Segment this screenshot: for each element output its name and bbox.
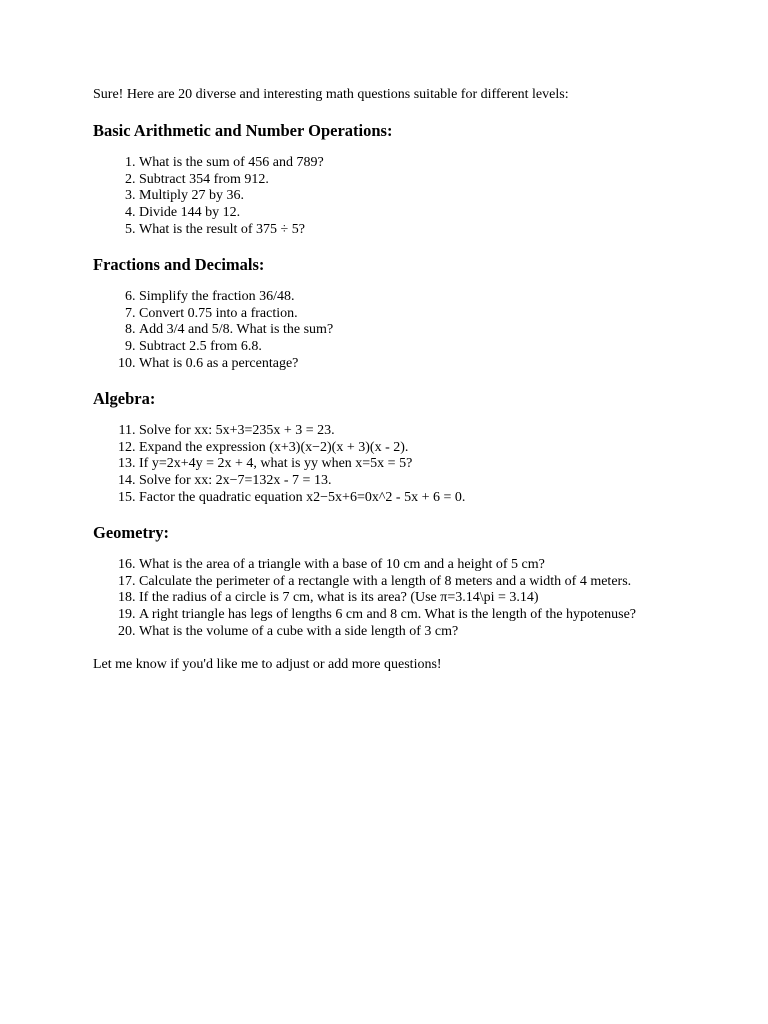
question-item: 15. Factor the quadratic equation x2−5x+6=0x^2 - 5x + 6 = 0. — [139, 490, 653, 507]
question-item: 4. Divide 144 by 12. — [139, 205, 653, 222]
question-item: 16. What is the area of a triangle with a base of 10 cm and a height of 5 cm? — [139, 557, 653, 574]
question-item: 12. Expand the expression (x+3)(x−2)(x + 3)(x - 2). — [139, 440, 653, 457]
question-item: 7. Convert 0.75 into a fraction. — [139, 306, 653, 323]
question-item: 14. Solve for xx: 2x−7=132x - 7 = 13. — [139, 473, 653, 490]
question-item: 20. What is the volume of a cube with a side length of 3 cm? — [139, 624, 653, 641]
question-item: 17. Calculate the perimeter of a rectangle with a length of 8 meters and a width of 4 meters. — [139, 574, 653, 591]
question-item: 8. Add 3/4 and 5/8. What is the sum? — [139, 322, 653, 339]
question-item: 13. If y=2x+4y = 2x + 4, what is yy when x=5x = 5? — [139, 456, 653, 473]
question-list-geometry — [93, 557, 653, 641]
question-item: 9. Subtract 2.5 from 6.8. — [139, 339, 653, 356]
question-item: 19. A right triangle has legs of lengths 6 cm and 8 cm. What is the length of the hypotenuse? — [139, 607, 653, 624]
question-item: 1. What is the sum of 456 and 789? — [139, 155, 653, 172]
outro-text: Let me know if you'd like me to adjust or add more questions! — [93, 656, 442, 672]
question-item: 2. Subtract 354 from 912. — [139, 172, 653, 189]
question-list-fractions — [93, 289, 653, 373]
document-page — [93, 87, 653, 674]
question-item: 10. What is 0.6 as a percentage? — [139, 356, 653, 373]
question-list-algebra — [93, 423, 653, 507]
question-list-arithmetic — [93, 155, 653, 239]
section-heading-algebra: Algebra: — [93, 388, 156, 408]
section-heading-arithmetic: Basic Arithmetic and Number Operations: — [93, 120, 393, 140]
section-heading-fractions: Fractions and Decimals: — [93, 254, 265, 274]
question-item: 5. What is the result of 375 ÷ 5? — [139, 222, 653, 239]
section-heading-geometry: Geometry: — [93, 522, 170, 542]
question-item: 18. If the radius of a circle is 7 cm, what is its area? (Use π=3.14\pi = 3.14) — [139, 590, 653, 607]
question-item: 6. Simplify the fraction 36/48. — [139, 289, 653, 306]
question-item: 11. Solve for xx: 5x+3=235x + 3 = 23. — [139, 423, 653, 440]
question-item: 3. Multiply 27 by 36. — [139, 188, 653, 205]
intro-text: Sure! Here are 20 diverse and interesting math questions suitable for different levels: — [93, 87, 569, 102]
